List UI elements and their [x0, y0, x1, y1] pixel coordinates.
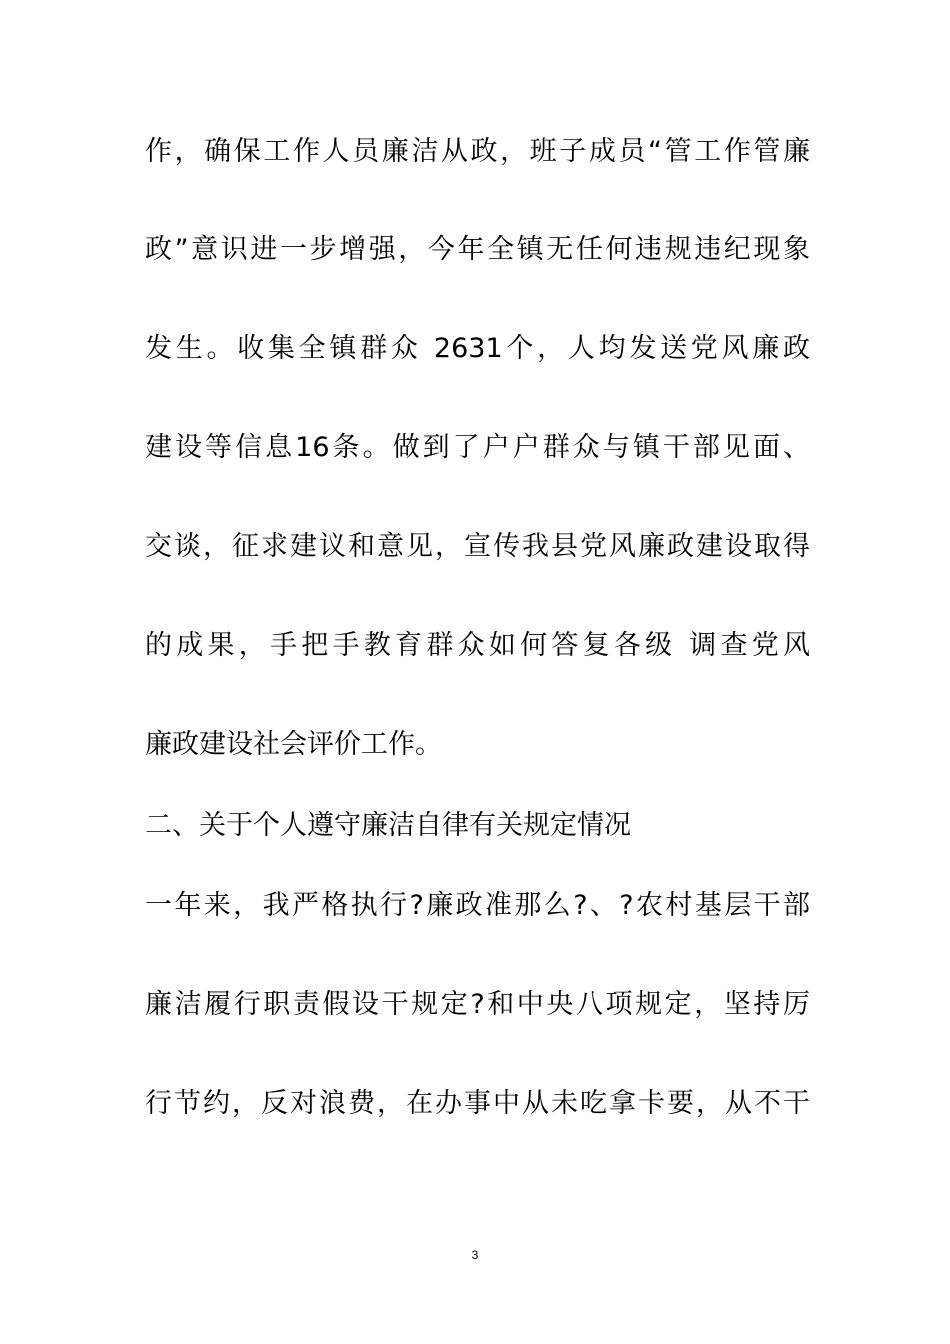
body-text-line: 发生。收集全镇群众 2631个，人均发送党风廉政: [145, 333, 810, 364]
section-heading: 二、关于个人遵守廉洁自律有关规定情况: [145, 810, 631, 841]
body-text-line: 作，确保工作人员廉洁从政，班子成员“管工作管廉: [145, 136, 810, 167]
body-text-line: 政”意识进一步增强，今年全镇无任何违规违纪现象: [145, 234, 810, 265]
body-text-line: 廉政建设社会评价工作。: [145, 729, 442, 760]
body-text-line: 交谈，征求建议和意见，宣传我县党风廉政建设取得: [145, 531, 810, 562]
body-text-line: 建设等信息16条。做到了户户群众与镇干部见面、: [145, 432, 810, 463]
body-text-line: 一年来，我严格执行?廉政准那么?、?农村基层干部: [145, 890, 810, 921]
body-text-line: 廉洁履行职责假设干规定?和中央八项规定，坚持厉: [145, 989, 810, 1020]
body-text-line: 的成果，手把手教育群众如何答复各级 调查党风: [145, 630, 810, 661]
page-number: 3: [471, 1248, 479, 1262]
body-text-line: 行节约，反对浪费，在办事中从未吃拿卡要，从不干: [145, 1088, 810, 1119]
